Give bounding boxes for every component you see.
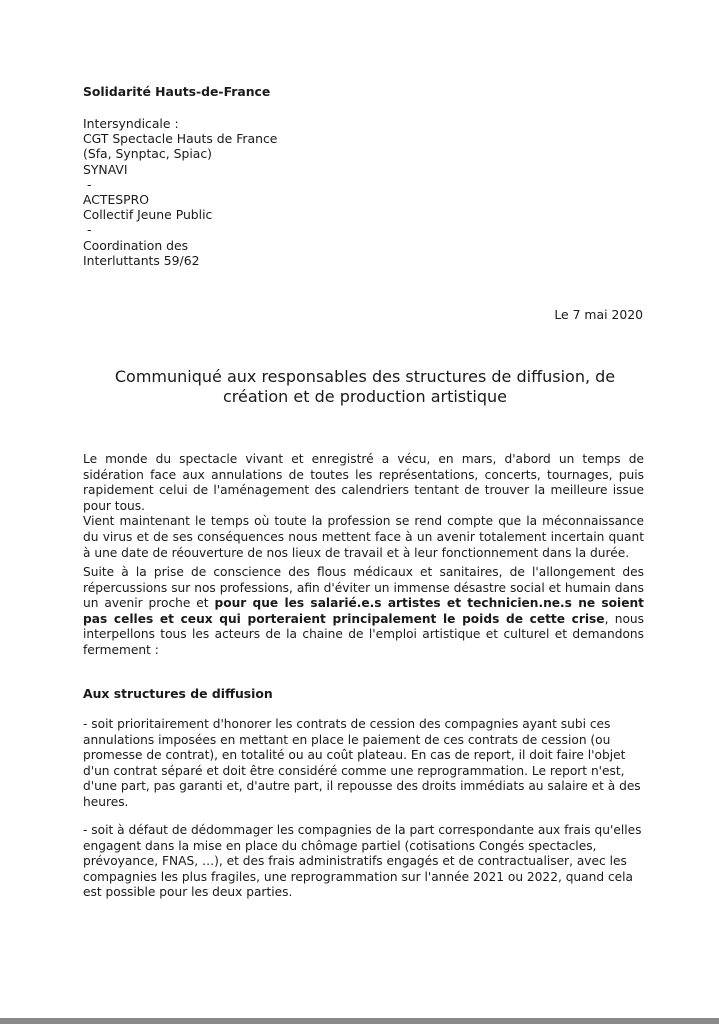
address-line: ACTESPRO xyxy=(83,192,150,208)
address-line: SYNAVI xyxy=(83,161,128,177)
address-line: CGT Spectacle Hauts de France xyxy=(83,131,278,147)
organization-name: Solidarité Hauts-de-France xyxy=(83,84,271,99)
paragraph-demands-end: , nous interpellons tous les acteurs de la chaine de l'emploi artistique et culturel et demandons fermement : xyxy=(83,611,644,657)
document-date: Le 7 mai 2020 xyxy=(554,307,643,322)
list-item: - soit à défaut de dédommager les compagnies de la part correspondante aux frais qu'elles engagent dans la mise en place du chômage partiel (cotisations Congés spectacles, prévoyance, FNAS, …), et des frais administratifs engagés et de contractualiser, avec les compagnies les plus fragiles, une reprogrammation sur l'année 2021 ou 2022, quand cela est possible pour les deux parties. xyxy=(83,823,642,900)
address-line: Interluttants 59/62 xyxy=(83,252,200,268)
paragraph-demands xyxy=(83,565,644,659)
list-item: - soit prioritairement d'honorer les contrats de cession des compagnies ayant subi ces annulations imposées en mettant en place le paiement de ces contrats de cession (ou promesse de contrat), en totalité ou au coût plateau. En cas de report, il doit faire l'objet d'un contrat séparé et doit être considéré comme une reprogrammation. Le report n'est, d'une part, pas garanti et, d'autre part, il repousse des droits immédiats au salaire et à des heures. xyxy=(83,717,641,809)
paragraph-demands-start: Suite à la prise de conscience des flous médicaux et sanitaires, de l'allongement des répercussions sur nos professions, afin d'éviter un immense désastre social et humain dans un avenir proche et xyxy=(83,565,644,611)
document-title xyxy=(80,367,650,407)
address-line: (Sfa, Synptac, Spiac) xyxy=(83,146,213,162)
title-line-1: Communiqué aux responsables des structures de diffusion, de xyxy=(114,367,616,386)
paragraph-intro-part2: Vient maintenant le temps où toute la profession se rend compte que la méconnaissance du virus et de ses conséquences nous mettent face à un avenir totalement incertain quant à une date de réouverture de nos lieux de travail et à leur fonctionnement dans la durée. xyxy=(83,514,644,560)
address-block xyxy=(83,116,277,268)
title-line-2: création et de production artistique xyxy=(223,387,507,406)
paragraph-intro xyxy=(83,452,644,561)
section-title: Aux structures de diffusion xyxy=(83,686,273,701)
address-line: Intersyndicale : xyxy=(83,116,179,131)
address-line: Coordination des xyxy=(83,237,189,253)
address-line: - xyxy=(83,176,92,192)
page-bottom-edge xyxy=(0,1018,719,1024)
paragraph-demands-bold: pour que les salarié.e.s artistes et technicien.ne.s ne soient pas celles et ceux qui porteraient principalement le poids de cette crise xyxy=(83,596,644,626)
paragraph-intro-part1: Le monde du spectacle vivant et enregistré a vécu, en mars, d'abord un temps de sidération face aux annulations de toutes les représentations, concerts, tournages, puis rapidement celui de l'aménagement des calendriers tentant de trouver la meilleure issue pour tous. xyxy=(83,452,644,513)
address-line: Collectif Jeune Public xyxy=(83,207,213,223)
address-line: - xyxy=(83,222,92,238)
